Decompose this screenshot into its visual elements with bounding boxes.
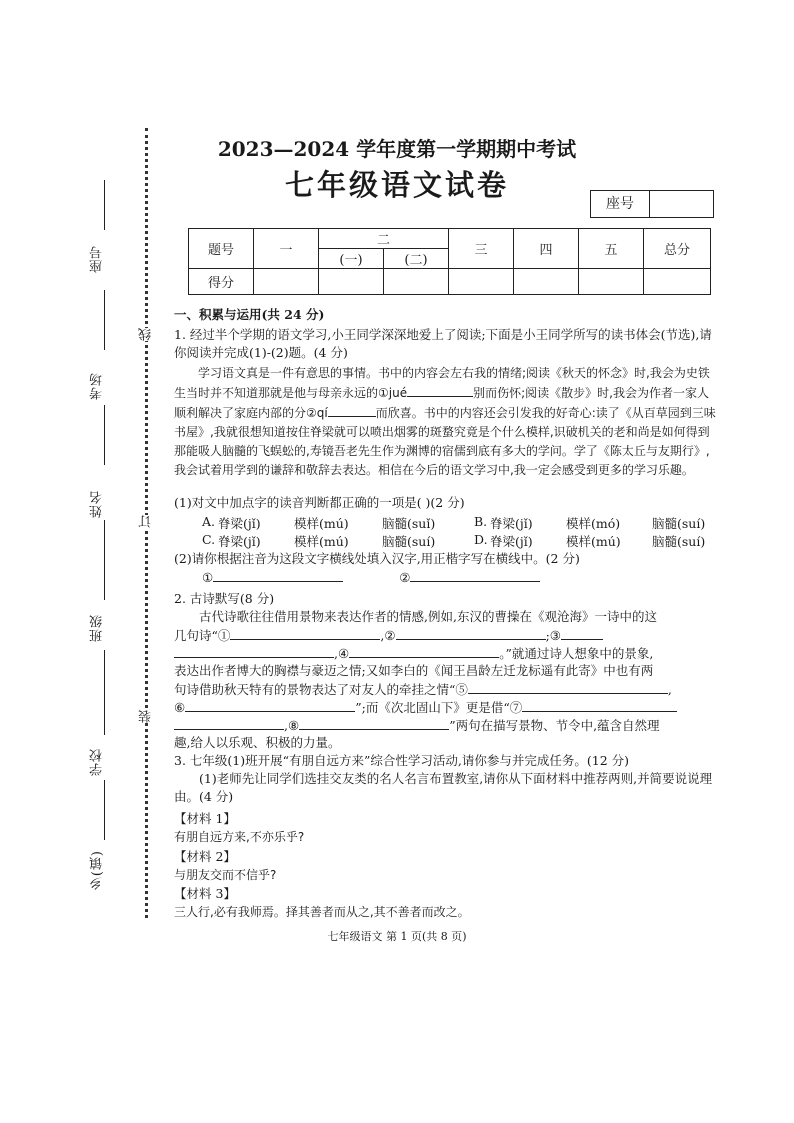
q2-text: , — [667, 682, 672, 697]
poem-blank-7-end[interactable] — [174, 716, 284, 730]
score-row-label: 得分 — [189, 269, 254, 295]
material-2-label: 【材料 2】 — [174, 849, 236, 864]
q1-blank-qi[interactable] — [328, 403, 376, 417]
q2-line-5 — [174, 680, 719, 699]
exam-title: 2023—2024 学年度第一学期期中考试 — [217, 137, 577, 161]
q1-answer-1-field[interactable] — [213, 568, 343, 582]
option-b-letter: B. — [474, 514, 488, 529]
name-label: 姓名 — [90, 490, 105, 518]
material-3-label: 【材料 3】 — [174, 886, 236, 901]
q2-text: ”两句在描写景物、节令中,蕴含自然理 — [449, 718, 660, 733]
score-header-total: 总分 — [644, 229, 711, 269]
poem-blank-3-end[interactable] — [174, 644, 334, 658]
page-footer: 七年级语文 第 1 页(共 8 页) — [327, 930, 467, 943]
option-a-letter: A. — [202, 514, 216, 529]
poem-blank-6[interactable] — [185, 698, 355, 712]
q2-line-3 — [174, 644, 719, 663]
score-cell[interactable] — [384, 269, 449, 295]
exam-room-label: 考场 — [90, 372, 105, 400]
name-line[interactable] — [104, 405, 105, 465]
seat-number-box — [590, 190, 714, 218]
class-label: 班级 — [90, 614, 105, 642]
score-cell[interactable] — [449, 269, 514, 295]
score-header-3: 三 — [449, 229, 514, 269]
q2-line-7 — [174, 716, 719, 735]
poem-blank-5[interactable] — [468, 680, 668, 694]
option-d-1: 脊梁(jǐ) — [490, 534, 533, 549]
score-cell[interactable] — [514, 269, 579, 295]
exam-room-line[interactable] — [104, 290, 105, 350]
q2-text: ,⑧ — [284, 718, 300, 733]
option-b-1: 脊梁(jǐ) — [490, 516, 533, 531]
option-a-1: 脊梁(jǐ) — [218, 516, 261, 531]
q2-text: ”;而《次北固山下》更是借“⑦ — [355, 700, 523, 715]
option-c-letter: C. — [202, 532, 216, 547]
q1-stem: 1. 经过半个学期的语文学习,小王同学深深地爱上了阅读;下面是小王同学所写的读书体会(节选),请你阅读并完成(1)-(2)题。(4 分) — [174, 327, 712, 360]
option-d-letter: D. — [474, 532, 488, 547]
option-a-3: 脑髓(suǐ) — [382, 516, 436, 531]
score-header-1: 一 — [254, 229, 319, 269]
school-line[interactable] — [104, 650, 105, 735]
q3-sub1: (1)老师先让同学们选挂交友类的名人名言布置教室,请你从下面材料中推荐两则,并简要说说理由。(4 分) — [174, 771, 713, 804]
q2-text: ,④ — [334, 646, 350, 661]
q2-line-1: 古代诗歌往往借用景物来表达作者的情感,例如,东汉的曹操在《观沧海》一诗中的这 — [199, 609, 657, 624]
score-table — [188, 228, 711, 295]
q1-passage-part-c: 而欣喜。书中的内容还会引发我的好奇心:读了《从百草园到三味书屋》,我就很想知道按住脊梁就可以喷出烟雾的斑蝥究竟是个什么模样,识破机关的老和尚是如何得到那能吸人脑髓的飞蜈蚣的,寿镜吾老先生作为渊博的宿儒到底有多大的学问。学了《陈太丘与友期行》,我会试着用学到的谦辞和敬辞去表达。相信在今后的语文学习中,我一定会感受到更多的学习乐趣。 — [174, 406, 716, 477]
score-header-4: 四 — [514, 229, 579, 269]
score-header-5: 五 — [579, 229, 644, 269]
q1-answer-row — [202, 568, 747, 587]
poem-blank-2[interactable] — [396, 626, 546, 640]
q2-text: ,② — [380, 628, 396, 643]
material-1-text: 有朋自远方来,不亦乐乎? — [174, 830, 305, 844]
option-c-1: 脊梁(jǐ) — [218, 534, 261, 549]
q2-line-2 — [174, 626, 719, 645]
score-subheader-2a: (一) — [319, 249, 384, 269]
q1-passage-part-b: 别而伤怀;阅读《散步》时,我会为作者一家人顺利解决了家庭内部的分②qí — [174, 386, 709, 420]
seat-number-label: 座号 — [591, 191, 650, 217]
material-3-text: 三人行,必有我师焉。择其善者而从之,其不善者而改之。 — [174, 905, 470, 919]
q1-answer-2-label: ② — [399, 570, 411, 585]
poem-blank-1[interactable] — [230, 626, 380, 640]
option-c-3: 脑髓(suí) — [382, 534, 436, 549]
q2-text: 。”就通过诗人想象中的景象, — [499, 646, 654, 661]
q1-passage — [174, 364, 719, 480]
score-cell[interactable] — [579, 269, 644, 295]
seat-no-label: 座号 — [90, 245, 105, 273]
exam-subtitle: 七年级语文试卷 — [284, 168, 509, 202]
material-1-label: 【材料 1】 — [174, 811, 236, 826]
q3-stem: 3. 七年级(1)班开展“有朋自远方来”综合性学习活动,请你参与并完成任务。(12 分) — [174, 753, 629, 768]
q1-sub2: (2)请你根据注音为这段文字横线处填入汉字,用正楷字写在横线中。(2 分) — [174, 551, 580, 566]
school-label: 学校 — [90, 748, 105, 776]
score-cell[interactable] — [319, 269, 384, 295]
q1-passage-part-a: 学习语文真是一件有意思的事情。书中的内容会左右我的情绪;阅读《秋天的怀念》时,我会为史铁生当时并不知道那就是他与母亲永远的①jué — [174, 366, 710, 400]
binding-mark-ding: 订 — [139, 515, 154, 528]
option-b-2: 模样(mó) — [566, 516, 621, 531]
q2-text: 几句诗“① — [174, 628, 231, 643]
town-label: 乡(镇) — [90, 850, 105, 891]
score-header-2: 二 — [319, 229, 449, 249]
score-header-question: 题号 — [189, 229, 254, 269]
score-subheader-2b: (二) — [384, 249, 449, 269]
q2-line-8: 趣,给人以乐观、积极的力量。 — [174, 735, 341, 750]
poem-blank-7[interactable] — [522, 698, 677, 712]
class-line[interactable] — [104, 520, 105, 600]
q1-answer-1-label: ① — [202, 570, 214, 585]
option-a-2: 模样(mú) — [294, 516, 349, 531]
town-line[interactable] — [104, 780, 105, 840]
q1-answer-2-field[interactable] — [410, 568, 540, 582]
poem-blank-4[interactable] — [349, 644, 499, 658]
q2-line-4: 表达出作者博大的胸襟与豪迈之情;又如李白的《闻王昌龄左迁龙标遥有此寄》中也有两 — [174, 663, 654, 678]
option-d-3: 脑髓(suí) — [652, 534, 706, 549]
binding-mark-zhuang: 装 — [139, 710, 154, 723]
seat-number-field[interactable] — [650, 191, 713, 217]
material-2-text: 与朋友交而不信乎? — [174, 868, 277, 882]
poem-blank-3-start[interactable] — [561, 626, 603, 640]
option-d-2: 模样(mú) — [566, 534, 621, 549]
q2-text: ⑥ — [174, 700, 186, 715]
score-cell[interactable] — [644, 269, 711, 295]
q2-stem: 2. 古诗默写(8 分) — [174, 591, 275, 606]
q2-text: 句诗借助秋天特有的景物表达了对友人的牵挂之情“⑤ — [174, 682, 468, 697]
binding-mark-line: 线 — [139, 328, 154, 341]
q1-blank-jue[interactable] — [407, 383, 473, 397]
q2-line-6 — [174, 698, 719, 717]
option-b-3: 脑髓(suí) — [652, 516, 706, 531]
q2-text: ;③ — [545, 628, 561, 643]
option-c-2: 模样(mú) — [294, 534, 349, 549]
poem-blank-8[interactable] — [299, 716, 449, 730]
q1-sub1: (1)对文中加点字的读音判断都正确的一项是( )(2 分) — [174, 495, 465, 510]
section-heading: 一、积累与运用(共 24 分) — [174, 307, 325, 322]
score-cell[interactable] — [254, 269, 319, 295]
